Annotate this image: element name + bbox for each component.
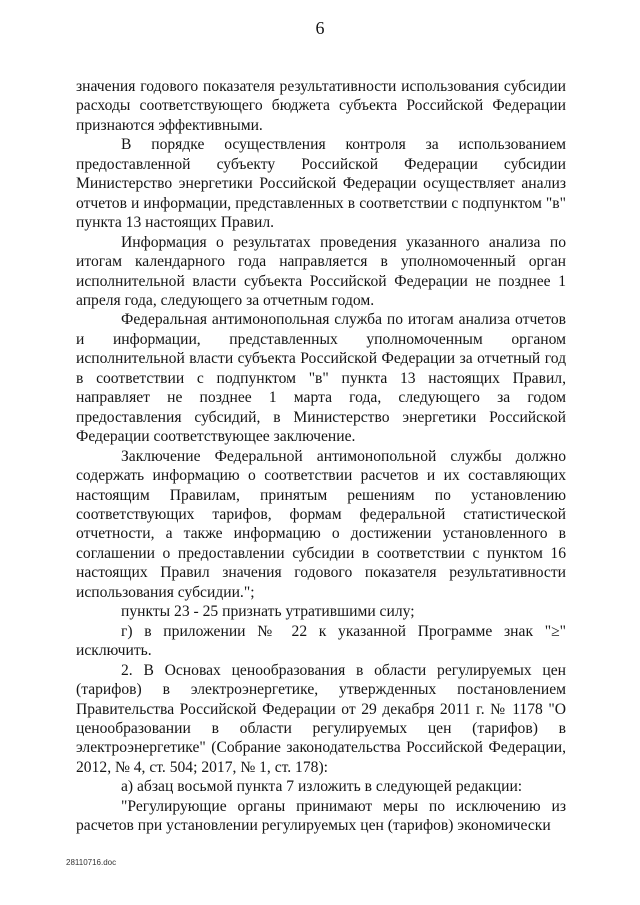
paragraph-10: "Регулирующие органы принимают меры по исключению из расчетов при установлении регулируемых цен (тарифов) экономически xyxy=(76,797,566,835)
paragraph-1: значения годового показателя результативности использования субсидии расходы соответствующего бюджета субъекта Российской Федерации признаются эффективными. xyxy=(76,78,566,134)
paragraph-4: Федеральная антимонопольная служба по итогам анализа отчетов и информации, представленных уполномоченным органом исполнительной власти субъекта Российской Федерации за отчетный год в соответствии с подпунктом "в" пункта 13 настоящих Правил, направляет не позднее 1 марта года, следующего за годом предоставления субсидий, в Министерство энергетики Российской Федерации соответствующее заключение. xyxy=(76,311,566,446)
paragraph-8: 2. В Основах ценообразования в области регулируемых цен (тарифов) в электроэнергетике, утвержденных постановлением Правительства Российской Федерации от 29 декабря 2011 г. № 1178 "О ценообразовании в области регулируемых цен (тарифов) в электроэнергетике" (Собрание законодательства Российской Федерации, 2012, № 4, ст. 504; 2017, № 1, ст. 178): xyxy=(76,661,566,776)
paragraph-2: В порядке осуществления контроля за использованием предоставленной субъекту Российской Федерации субсидии Министерство энергетики Российской Федерации осуществляет анализ отчетов и информации, представленных в соответствии с подпунктом "в" пункта 13 настоящих Правил. xyxy=(76,136,566,232)
paragraph-6: пункты 23 - 25 признать утратившими силу; xyxy=(121,603,415,621)
paragraph-7: г) в приложении № 22 к указанной Программе знак "≥" исключить. xyxy=(76,622,566,660)
document-body xyxy=(76,77,566,836)
paragraph-9: а) абзац восьмой пункта 7 изложить в следующей редакции: xyxy=(121,778,523,796)
page-number: 6 xyxy=(315,18,325,38)
paragraph-3: Информация о результатах проведения указанного анализа по итогам календарного года направляется в уполномоченный орган исполнительной власти субъекта Российской Федерации не позднее 1 апреля года, следующего за отчетным годом. xyxy=(76,233,566,309)
paragraph-5: Заключение Федеральной антимонопольной службы должно содержать информацию о соответствии расчетов и их составляющих настоящим Правилам, принятым решениям по установлению соответствующих тарифов, формам федеральной статистической отчетности, а также информацию о достижении установленного в соглашении о предоставлении субсидии в соответствии с пунктом 16 настоящих Правил значения годового показателя результативности использования субсидии."; xyxy=(76,447,566,601)
footer-file-name: 28110716.doc xyxy=(66,858,117,867)
